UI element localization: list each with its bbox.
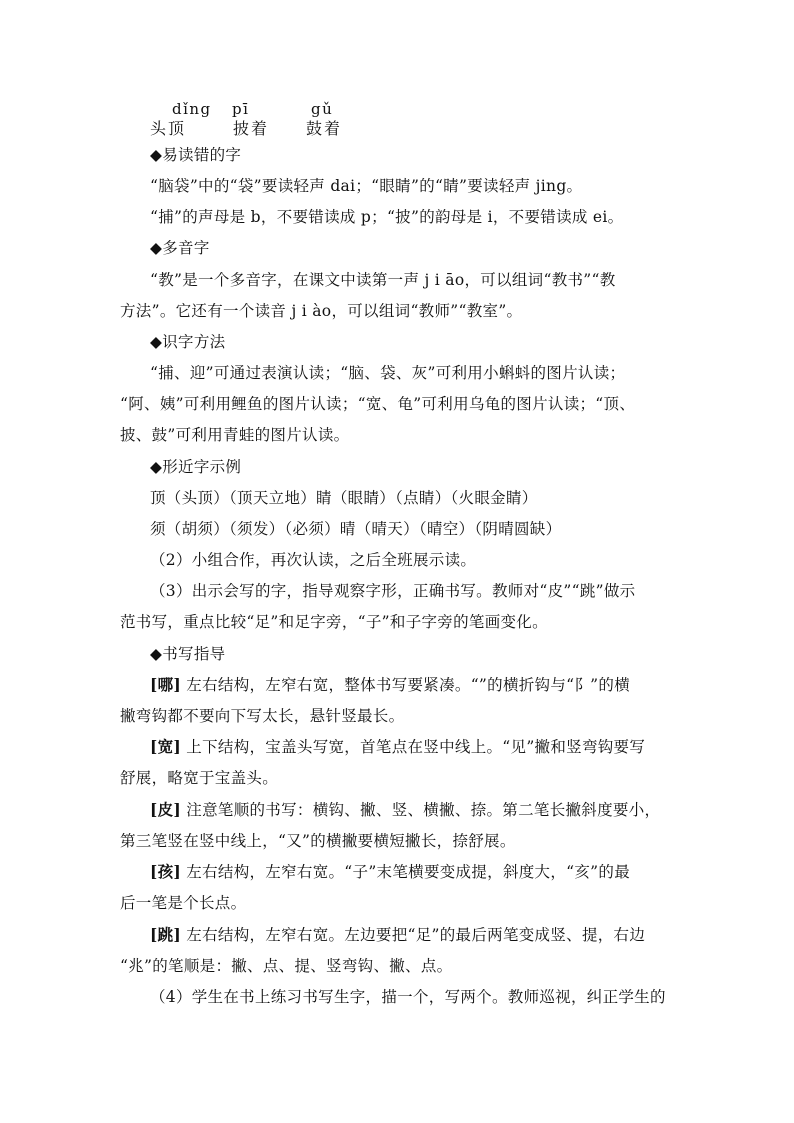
vocab-word-touding: 头顶 (150, 119, 187, 138)
pinyin-ding: dǐng (172, 100, 212, 118)
character-label: [哪] (150, 675, 182, 694)
paragraph-line: 顶（头顶）（顶天立地）睛（眼睛）（点睛）（火眼金睛） (150, 489, 538, 507)
section-heading-methods: ◆识字方法 (150, 333, 226, 351)
paragraph-line: （3）出示会写的字，指导观察字形，正确书写。教师对“皮”“跳”做示 (150, 582, 636, 600)
writing-guide-pi: [皮] 注意笔顺的书写：横钩、撇、竖、横撇、捺。第二笔长撇斜度要小， (150, 800, 661, 819)
paragraph-line: 舒展，略宽于宝盖头。 (120, 769, 279, 787)
paragraph-line: “兆”的笔顺是：撇、点、提、竖弯钩、撇、点。 (120, 957, 453, 975)
section-heading-writing: ◆书写指导 (150, 645, 226, 663)
pinyin-pi: pī (232, 100, 250, 118)
writing-guide-hai: [孩] 左右结构，左窄右宽。“子”末笔横要变成提，斜度大，“亥”的最 (150, 862, 631, 881)
writing-guide-kuan: [宽] 上下结构，宝盖头写宽，首笔点在竖中线上。“见”撇和竖弯钩要写 (150, 737, 646, 756)
section-heading-misread: ◆易读错的字 (150, 146, 242, 164)
paragraph-line: 撇弯钩都不要向下写太长，悬针竖最长。 (120, 707, 405, 725)
section-heading-similar: ◆形近字示例 (150, 458, 242, 476)
writing-guide-tiao: [跳] 左右结构，左窄右宽。左边要把“足”的最后两笔变成竖、提，右边 (150, 925, 646, 944)
character-label: [孩] (150, 862, 182, 881)
paragraph-line: 第三笔竖在竖中线上，“又”的横撇要横短撇长，捺舒展。 (120, 832, 516, 850)
character-label: [跳] (150, 925, 182, 944)
vocab-word-guzhe: 鼓着 (306, 119, 343, 138)
pinyin-gu: gǔ (311, 100, 334, 118)
character-label: [宽] (150, 737, 182, 756)
paragraph-line: “捕、迎”可通过表演认读；“脑、袋、灰”可利用小蝌蚪的图片认读； (150, 364, 626, 382)
paragraph-line: “脑袋”中的“袋”要读轻声 dai；“眼睛”的“睛”要读轻声 jing。 (150, 177, 583, 195)
character-label: [皮] (150, 800, 182, 819)
paragraph-line: （2）小组合作，再次认读，之后全班展示读。 (150, 551, 477, 569)
vocab-word-pizhe: 披着 (233, 119, 270, 138)
paragraph-line: “阿、姨”可利用鲤鱼的图片认读；“宽、龟”可利用乌龟的图片认读；“顶、 (120, 395, 636, 413)
paragraph-line: 披、鼓”可利用青蛙的图片认读。 (120, 426, 350, 444)
section-heading-polyphone: ◆多音字 (150, 239, 210, 257)
paragraph-line: 范书写，重点比较“足”和足字旁，“子”和子字旁的笔画变化。 (120, 613, 548, 631)
writing-guide-na: [哪] 左右结构，左窄右宽，整体书写要紧凑。“”的横折钩与“阝”的横 (150, 675, 631, 694)
paragraph-line: “教”是一个多音字，在课文中读第一声 j i āo，可以组词“教书”“教 (150, 271, 616, 289)
paragraph-line: （4）学生在书上练习书写生字，描一个，写两个。教师巡视，纠正学生的 (150, 988, 666, 1006)
paragraph-line: 须（胡须）（须发）（必须）晴（晴天）（晴空）（阴晴圆缺） (150, 520, 562, 538)
paragraph-line: “捕”的声母是 b，不要错读成 p；“披”的韵母是 i，不要错读成 ei。 (150, 208, 624, 226)
paragraph-line: 方法”。它还有一个读音 j i ào，可以组词“教师”“教室”。 (120, 302, 523, 320)
paragraph-line: 后一笔是个长点。 (120, 894, 247, 912)
